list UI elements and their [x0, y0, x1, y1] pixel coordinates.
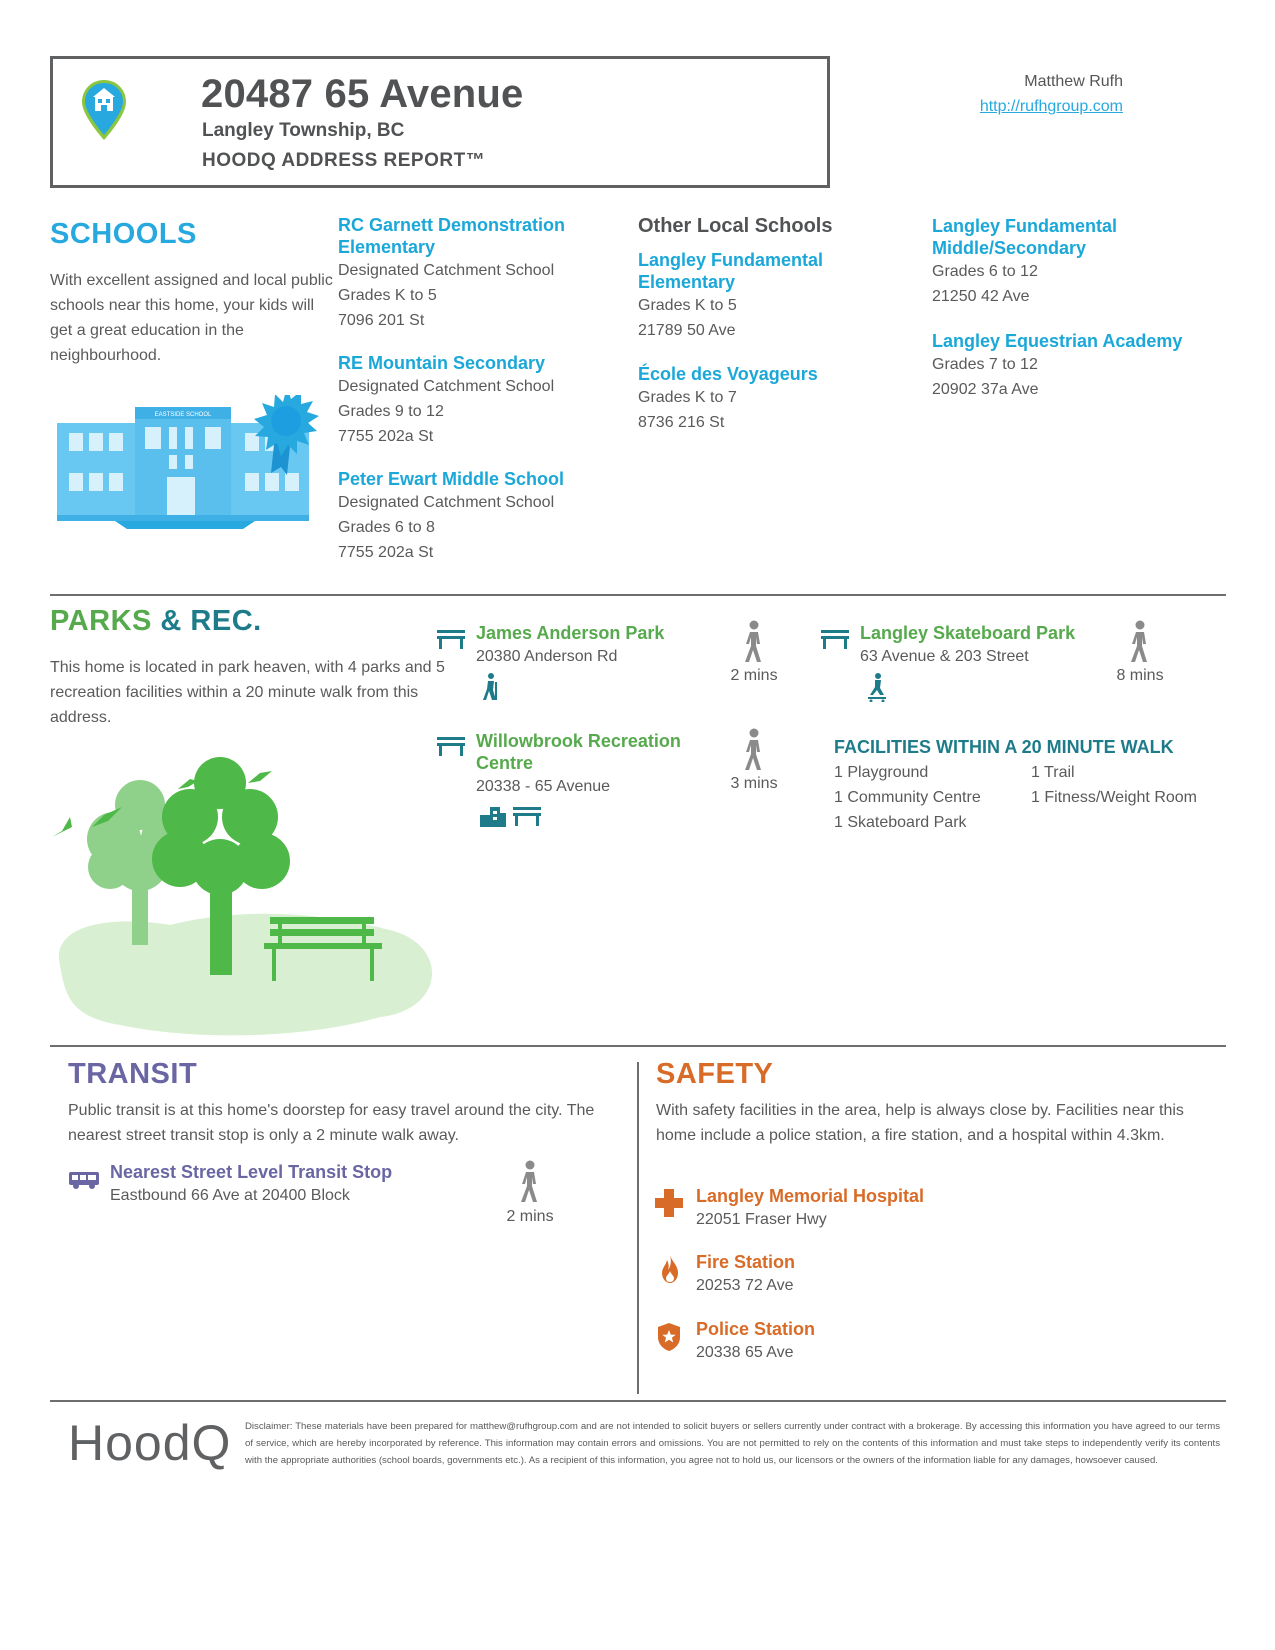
address-title: 20487 65 Avenue [201, 72, 524, 116]
school-address: 7096 201 St [338, 312, 425, 329]
school-address: 8736 216 St [638, 414, 725, 431]
safety-facility-name[interactable]: Police Station [696, 1319, 816, 1339]
school-sign: EASTSIDE SCHOOL [154, 412, 212, 418]
park-name[interactable]: Centre [476, 753, 534, 773]
school-name[interactable]: Langley Equestrian Academy [932, 331, 1183, 351]
park-listing [476, 622, 664, 669]
walk-time: 3 mins [730, 775, 778, 792]
school-name[interactable]: Langley Fundamental [932, 216, 1118, 236]
facilities-title: FACILITIES WITHIN A 20 MINUTE WALK [834, 737, 1174, 757]
facility-item: 1 Fitness/Weight Room [1031, 789, 1197, 806]
park-name[interactable]: Langley Skateboard Park [860, 623, 1076, 643]
section-divider [50, 1045, 1226, 1047]
other-schools-title: Other Local Schools [638, 215, 833, 237]
safety-listing [696, 1186, 924, 1232]
location-pin-icon [80, 78, 128, 142]
walking-person-icon [516, 1160, 544, 1204]
school-name[interactable]: École des Voyageurs [638, 364, 818, 384]
school-name[interactable]: RE Mountain Secondary [338, 353, 546, 373]
safety-facility-name[interactable]: Langley Memorial Hospital [696, 1186, 925, 1206]
school-type: Designated Catchment School [338, 494, 555, 511]
hospital-cross-icon [654, 1188, 684, 1218]
safety-listing [696, 1252, 795, 1298]
parks-intro: This home is located in park heaven, with 4 parks and 5 recreation facilities within a 20 minute walk from this address. [50, 659, 445, 726]
bench-icon [436, 628, 466, 650]
safety-intro: With safety facilities in the area, help is always close by. Facilities near this home include a police station, a fire station, and a hospital within 4.3km. [656, 1102, 1184, 1144]
facility-item: 1 Playground [834, 764, 929, 781]
hiker-icon [480, 672, 500, 702]
flame-icon [660, 1254, 680, 1284]
walking-person-icon [740, 620, 768, 664]
community-centre-icon [478, 805, 508, 827]
safety-facility-name[interactable]: Fire Station [696, 1252, 796, 1272]
police-badge-icon [656, 1322, 682, 1352]
column-divider [637, 1062, 639, 1394]
address-city: Langley Township, BC [202, 120, 405, 141]
agent-website-link[interactable]: http://rufhgroup.com [979, 98, 1123, 115]
school-name[interactable]: Langley Fundamental [638, 250, 824, 270]
transit-stop-name[interactable]: Nearest Street Level Transit Stop [110, 1162, 393, 1182]
school-address: 7755 202a St [338, 428, 434, 445]
school-address: 21789 50 Ave [638, 322, 736, 339]
transit-stop-listing [110, 1162, 392, 1208]
bench-icon [512, 805, 542, 827]
walking-person-icon [740, 728, 768, 772]
school-listing [338, 468, 564, 565]
disclaimer-text: Disclaimer: These materials have been prepared for matthew@rufhgroup.com and are not intended to solicit buyers or sellers currently under contract with a brokerage. By accessing this information you have agreed to our terms of service, which are hereby incorporated by reference. This information may contain errors and omissions. You are not permitted to rely on the contents of this information and must take steps to independently verify its contents with the appropriate authorities (school boards, governments etc.). As a recipient of this information, you agree not to hold us, our licensors or the owners of the information liable for any damages, howsoever caused. [245, 1421, 1220, 1466]
safety-facility-address: 20253 72 Ave [696, 1277, 794, 1294]
bench-icon [436, 735, 466, 757]
park-illustration [50, 755, 440, 1040]
hoodq-logo: HoodQ [68, 1415, 232, 1471]
school-grades: Grades 6 to 12 [932, 263, 1038, 280]
bench-icon [820, 628, 850, 650]
school-name[interactable]: Elementary [338, 237, 436, 257]
walk-time: 8 mins [1116, 667, 1164, 684]
transit-intro: Public transit is at this home's doorstep for easy travel around the city. The nearest street transit stop is only a 2 minute walk away. [68, 1102, 595, 1144]
school-listing [338, 214, 565, 333]
school-type: Designated Catchment School [338, 262, 555, 279]
school-address: 7755 202a St [338, 544, 434, 561]
school-grades: Grades K to 5 [638, 297, 737, 314]
park-address: 63 Avenue & 203 Street [860, 648, 1029, 665]
walking-person-icon [1126, 620, 1154, 664]
section-divider [50, 1400, 1226, 1402]
school-name[interactable]: Middle/Secondary [932, 238, 1087, 258]
transit-stop-address: Eastbound 66 Ave at 20400 Block [110, 1187, 350, 1204]
parks-section-title: PARKS & REC. [50, 605, 262, 637]
facility-item: 1 Community Centre [834, 789, 981, 806]
school-building-illustration [55, 395, 320, 535]
park-address: 20380 Anderson Rd [476, 648, 618, 665]
facility-item: 1 Skateboard Park [834, 814, 967, 831]
school-listing [638, 363, 818, 435]
school-type: Designated Catchment School [338, 378, 555, 395]
school-listing [932, 330, 1182, 402]
school-grades: Grades K to 7 [638, 389, 737, 406]
walk-time: 2 mins [506, 1208, 554, 1225]
school-grades: Grades K to 5 [338, 287, 437, 304]
agent-name: Matthew Rufh [1024, 73, 1123, 90]
park-name[interactable]: James Anderson Park [476, 623, 665, 643]
skateboarder-icon [866, 672, 888, 702]
safety-facility-address: 22051 Fraser Hwy [696, 1211, 827, 1228]
schools-intro: With excellent assigned and local public schools near this home, your kids will get a great education in the neighbourhood. [50, 272, 333, 364]
school-listing [638, 249, 823, 343]
safety-listing [696, 1319, 815, 1365]
park-listing [476, 730, 681, 799]
school-grades: Grades 6 to 8 [338, 519, 435, 536]
safety-facility-address: 20338 65 Ave [696, 1344, 794, 1361]
safety-section-title: SAFETY [656, 1058, 774, 1090]
walk-time: 2 mins [730, 667, 778, 684]
schools-section-title: SCHOOLS [50, 218, 197, 250]
transit-section-title: TRANSIT [68, 1058, 198, 1090]
report-label: HOODQ ADDRESS REPORT™ [202, 150, 486, 171]
school-address: 21250 42 Ave [932, 288, 1030, 305]
section-divider [50, 594, 1226, 596]
school-grades: Grades 7 to 12 [932, 356, 1038, 373]
school-grades: Grades 9 to 12 [338, 403, 444, 420]
school-listing [932, 215, 1117, 309]
park-address: 20338 - 65 Avenue [476, 778, 611, 795]
park-listing [860, 622, 1075, 669]
school-address: 20902 37a Ave [932, 381, 1039, 398]
school-listing [338, 352, 554, 449]
bus-icon [68, 1170, 100, 1190]
facility-item: 1 Trail [1031, 764, 1075, 781]
school-name[interactable]: Peter Ewart Middle School [338, 469, 565, 489]
park-name[interactable]: Willowbrook Recreation [476, 731, 681, 751]
school-name[interactable]: RC Garnett Demonstration [338, 215, 566, 235]
school-name[interactable]: Elementary [638, 272, 736, 292]
